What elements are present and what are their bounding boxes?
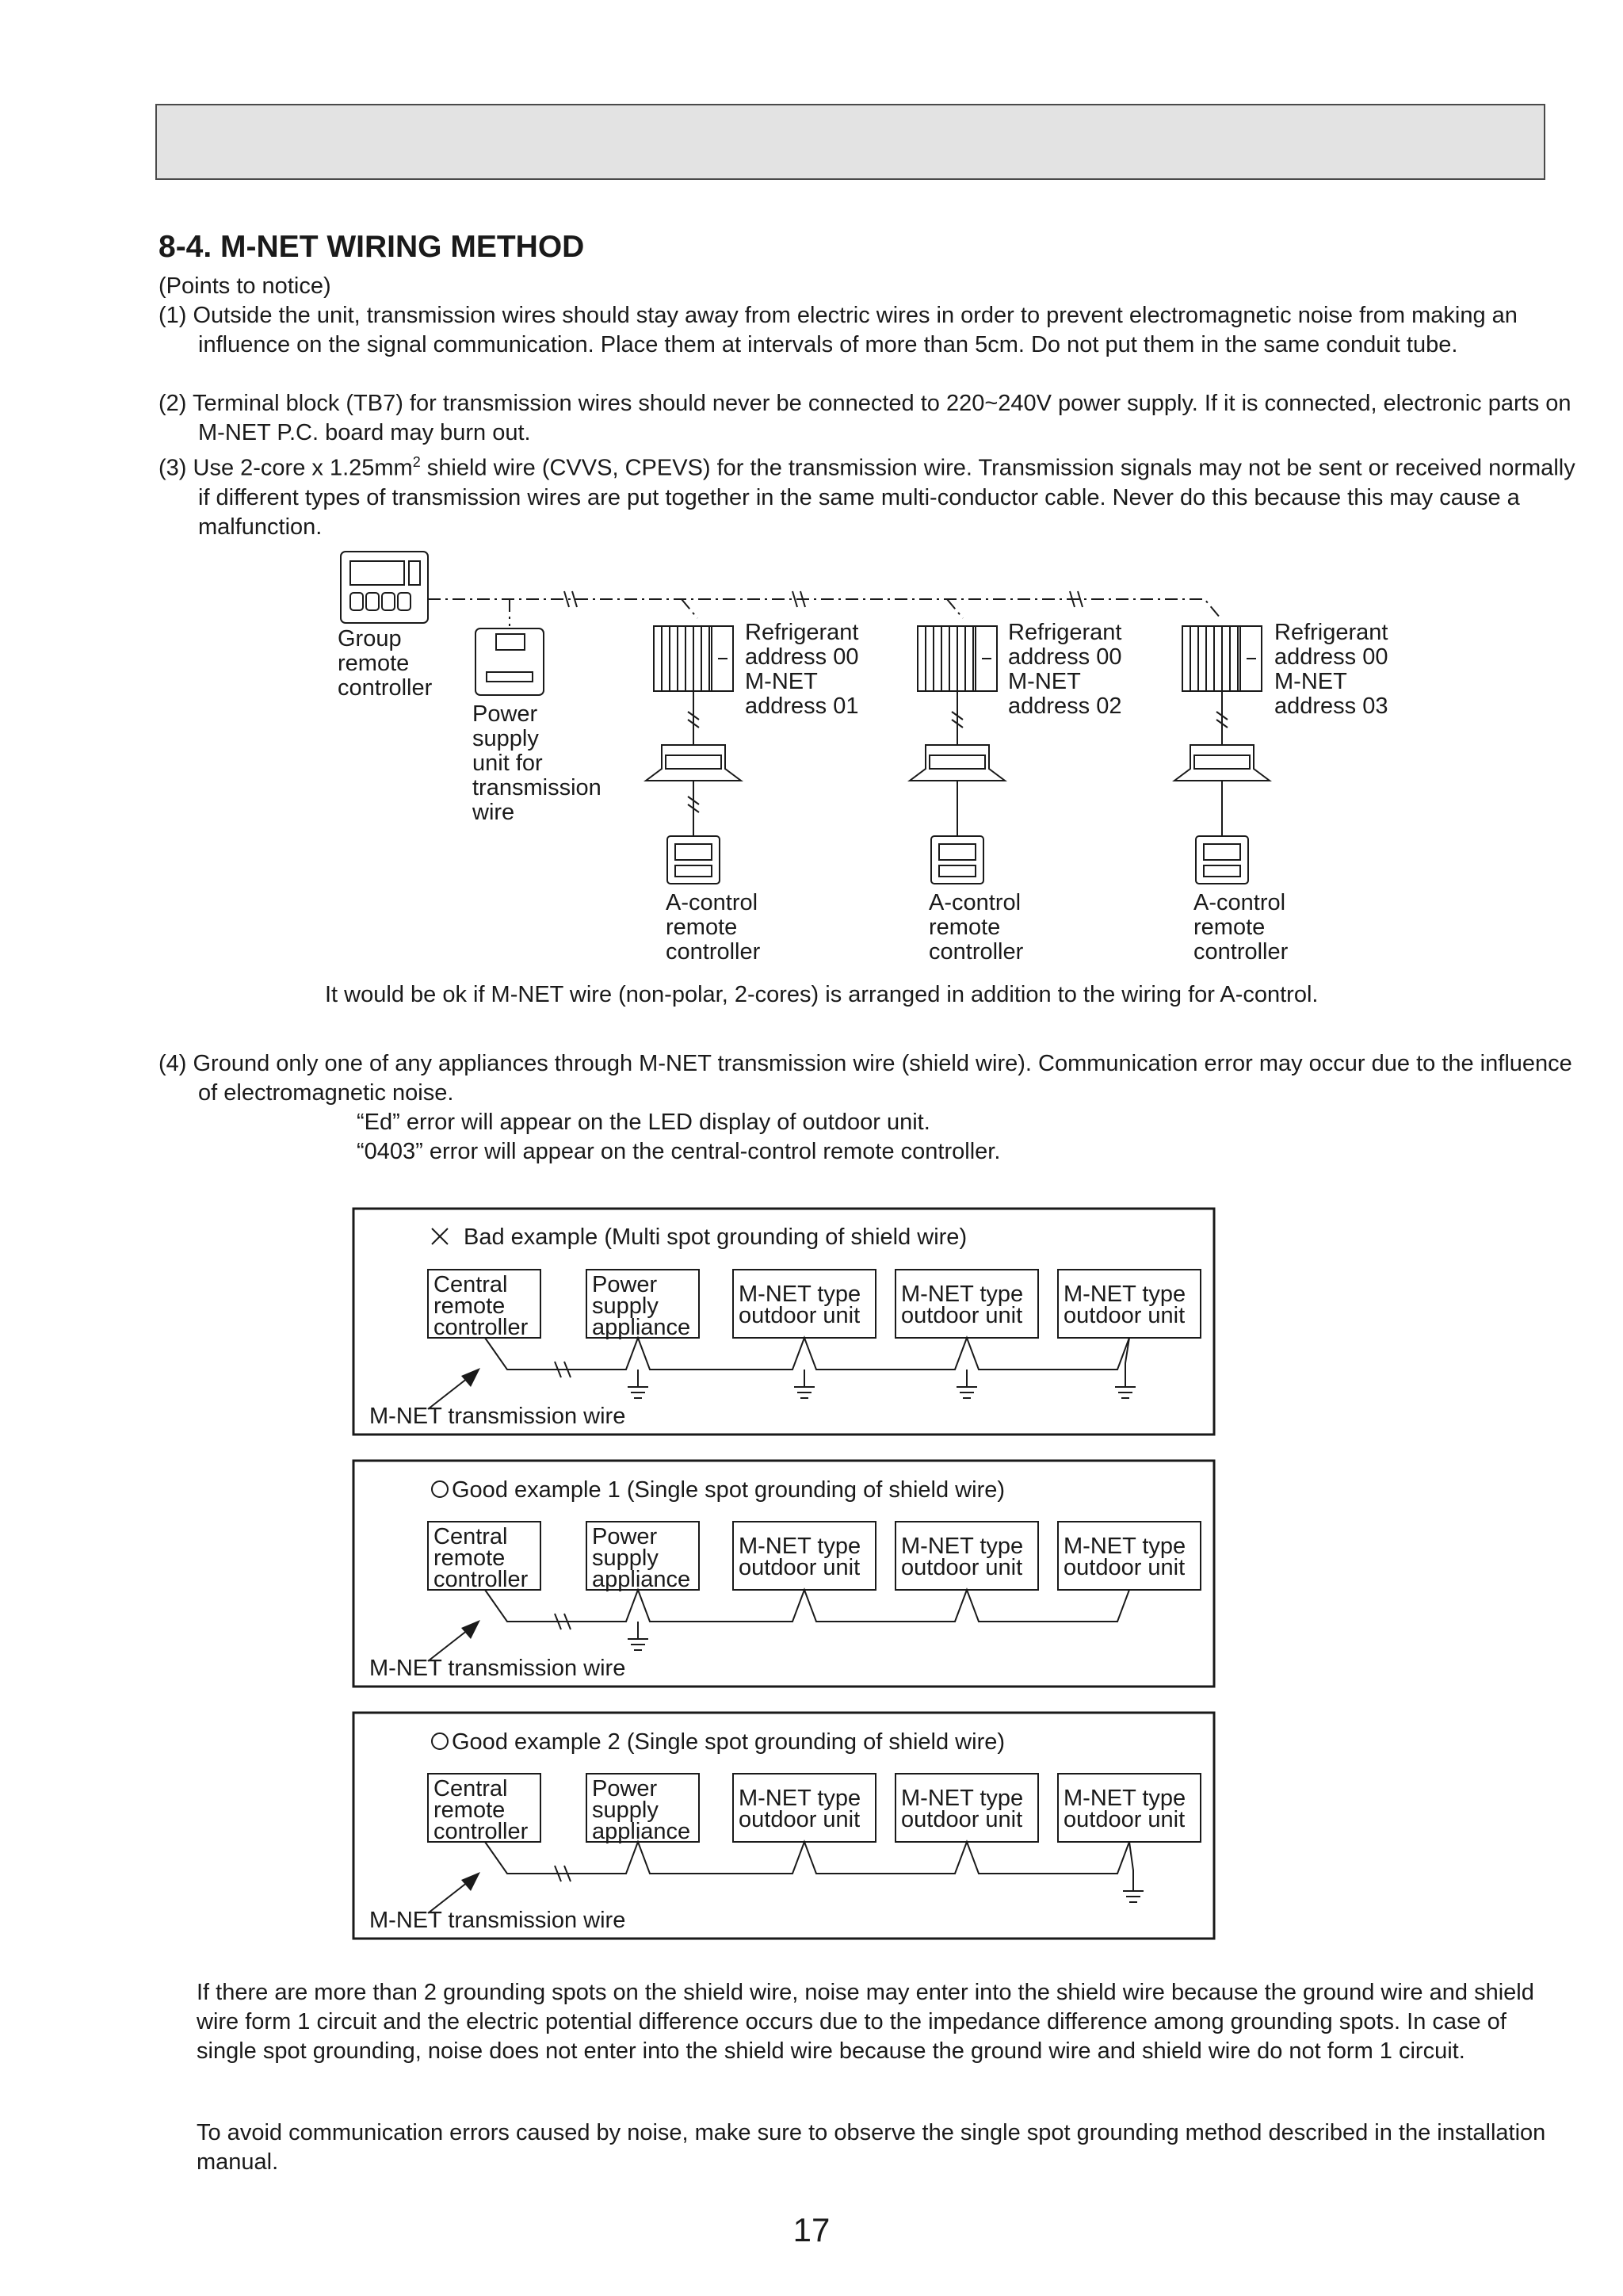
explanation-2: To avoid communication errors caused by noise, make sure to observe the single spot grounding method described in the installation manual.: [197, 2120, 1546, 2175]
a-control-3-label-3: controller: [1193, 939, 1289, 965]
svg-text:M-NET type: M-NET type: [901, 1534, 1024, 1559]
bad-example-title: Bad example (Multi spot grounding of shield wire): [464, 1224, 968, 1250]
svg-text:Central: Central: [433, 1524, 508, 1549]
point-2: (2) Terminal block (TB7) for transmission wires should never be connected to 220~240V power supply. If it is connected, electronic parts on M-NET P.C. board may burn out.: [158, 391, 1571, 445]
mnet-drop-unit2: [947, 599, 963, 618]
svg-text:outdoor unit: outdoor unit: [901, 1303, 1023, 1328]
svg-text:supply: supply: [592, 1797, 659, 1823]
a-control-1-label-1: A-control: [666, 890, 758, 915]
a-control-2-label-1: A-control: [929, 890, 1022, 915]
a-control-2-label-3: controller: [929, 939, 1024, 965]
svg-text:appliance: appliance: [592, 1819, 691, 1844]
indoor-unit-1: [646, 626, 741, 884]
svg-text:M-NET type: M-NET type: [1064, 1282, 1186, 1307]
a-control-3-label-2: remote: [1193, 915, 1266, 940]
good1-wire-label: M-NET transmission wire: [369, 1656, 626, 1681]
svg-text:supply: supply: [592, 1293, 659, 1319]
unit-3-label-1: Refrigerant: [1274, 620, 1388, 645]
group-remote-label-2: remote: [338, 651, 410, 676]
svg-text:M-NET type: M-NET type: [739, 1282, 861, 1307]
svg-text:controller: controller: [433, 1315, 529, 1340]
grounding-examples: [0, 1197, 1623, 1950]
unit-2-label-4: address 02: [1008, 693, 1122, 719]
svg-text:controller: controller: [433, 1819, 529, 1844]
svg-text:controller: controller: [433, 1567, 529, 1592]
svg-text:M-NET type: M-NET type: [901, 1786, 1024, 1811]
error-0403-note: “0403” error will appear on the central-control remote controller.: [357, 1139, 1001, 1164]
indoor-unit-3: [1174, 626, 1270, 884]
indoor-unit-2: [910, 626, 1005, 884]
svg-text:remote: remote: [433, 1545, 506, 1571]
a-control-3-label-1: A-control: [1193, 890, 1286, 915]
svg-text:outdoor unit: outdoor unit: [739, 1303, 861, 1328]
power-supply-unit-icon: [475, 628, 544, 695]
section-title: 8-4. M-NET WIRING METHOD: [158, 230, 585, 264]
subtitle: (Points to notice): [158, 273, 331, 299]
point-1: (1) Outside the unit, transmission wires should stay away from electric wires in order to prevent electromagnetic noise from making an influence on the signal communication. Place them at intervals of more than 5cm. Do not put them in the same conduit tube.: [158, 303, 1518, 357]
page-number: 17: [792, 2211, 831, 2248]
good-example-1-panel: [353, 1461, 1214, 1687]
good2-wire-label: M-NET transmission wire: [369, 1908, 626, 1933]
unit-1-label-2: address 00: [745, 644, 859, 670]
unit-1-label-3: M-NET: [745, 669, 818, 694]
svg-text:outdoor unit: outdoor unit: [901, 1555, 1023, 1580]
explanation-1: If there are more than 2 grounding spots on the shield wire, noise may enter into the shield wire because the ground wire and shield wire form 1 circuit and the electric potential difference occurs due to the impedance difference among grounding spots. In case of single spot grounding, noise does not enter into the shield wire because the ground wire and shield wire do not form 1 circuit.: [197, 1980, 1534, 2064]
svg-text:outdoor unit: outdoor unit: [1064, 1807, 1186, 1832]
mnet-drop-unit1: [682, 599, 697, 618]
a-control-1-label-2: remote: [666, 915, 738, 940]
unit-2-label-3: M-NET: [1008, 669, 1081, 694]
svg-text:M-NET type: M-NET type: [739, 1786, 861, 1811]
svg-text:outdoor unit: outdoor unit: [901, 1807, 1023, 1832]
power-supply-label-1: Power: [472, 701, 538, 727]
svg-text:remote: remote: [433, 1293, 506, 1319]
svg-text:M-NET type: M-NET type: [739, 1534, 861, 1559]
good-example-2-title: Good example 2 (Single spot grounding of shield wire): [452, 1729, 1006, 1755]
svg-text:M-NET type: M-NET type: [1064, 1534, 1186, 1559]
svg-text:Power: Power: [592, 1776, 658, 1801]
ed-error-note: “Ed” error will appear on the LED display of outdoor unit.: [357, 1110, 930, 1135]
svg-text:supply: supply: [592, 1545, 659, 1571]
unit-3-label-3: M-NET: [1274, 669, 1347, 694]
svg-text:appliance: appliance: [592, 1315, 691, 1340]
svg-text:M-NET type: M-NET type: [901, 1282, 1024, 1307]
group-remote-controller-icon: [341, 552, 428, 623]
power-supply-label-4: transmission: [472, 775, 601, 800]
svg-text:outdoor unit: outdoor unit: [739, 1555, 861, 1580]
svg-text:Central: Central: [433, 1272, 508, 1297]
good-example-2-panel: [353, 1713, 1214, 1939]
unit-3-label-4: address 03: [1274, 693, 1388, 719]
bad-example-panel: [353, 1209, 1214, 1435]
unit-2-label-2: address 00: [1008, 644, 1122, 670]
a-control-2-label-2: remote: [929, 915, 1001, 940]
unit-1-label-1: Refrigerant: [745, 620, 859, 645]
power-supply-label-5: wire: [472, 800, 515, 825]
header-bar: [155, 104, 1545, 180]
svg-text:M-NET type: M-NET type: [1064, 1786, 1186, 1811]
group-remote-label-1: Group: [338, 626, 402, 651]
unit-2-label-1: Refrigerant: [1008, 620, 1122, 645]
unit-1-label-4: address 01: [745, 693, 859, 719]
svg-text:Power: Power: [592, 1524, 658, 1549]
good-example-1-title: Good example 1 (Single spot grounding of shield wire): [452, 1477, 1006, 1503]
point-3: (3) Use 2-core x $1.25mm^2$ shield wire (CVVS, CPEVS) for the transmission wire. Transmission signals may not be sent or received normally if different types of transmission wires are put together in the same multi-conductor cable. Never do this because this may cause a malfunction.: [158, 454, 1575, 540]
a-control-1-label-3: controller: [666, 939, 761, 965]
svg-text:Central: Central: [433, 1776, 508, 1801]
a-control-note: It would be ok if M-NET wire (non-polar, 2-cores) is arranged in addition to the wiring for A-control.: [325, 982, 1319, 1007]
unit-3-label-2: address 00: [1274, 644, 1388, 670]
svg-text:outdoor unit: outdoor unit: [1064, 1303, 1186, 1328]
mnet-system-diagram: [0, 539, 1623, 983]
mnet-bus-line: [428, 599, 1220, 618]
power-supply-label-3: unit for: [472, 751, 543, 776]
svg-text:remote: remote: [433, 1797, 506, 1823]
svg-text:Power: Power: [592, 1272, 658, 1297]
svg-text:outdoor unit: outdoor unit: [1064, 1555, 1186, 1580]
svg-text:appliance: appliance: [592, 1567, 691, 1592]
bad-wire-label: M-NET transmission wire: [369, 1404, 626, 1429]
power-supply-label-2: supply: [472, 726, 539, 751]
group-remote-label-3: controller: [338, 675, 433, 701]
point-4: (4) Ground only one of any appliances through M-NET transmission wire (shield wire). Communication error may occur due to the influence of electromagnetic noise.: [158, 1051, 1572, 1106]
svg-text:outdoor unit: outdoor unit: [739, 1807, 861, 1832]
